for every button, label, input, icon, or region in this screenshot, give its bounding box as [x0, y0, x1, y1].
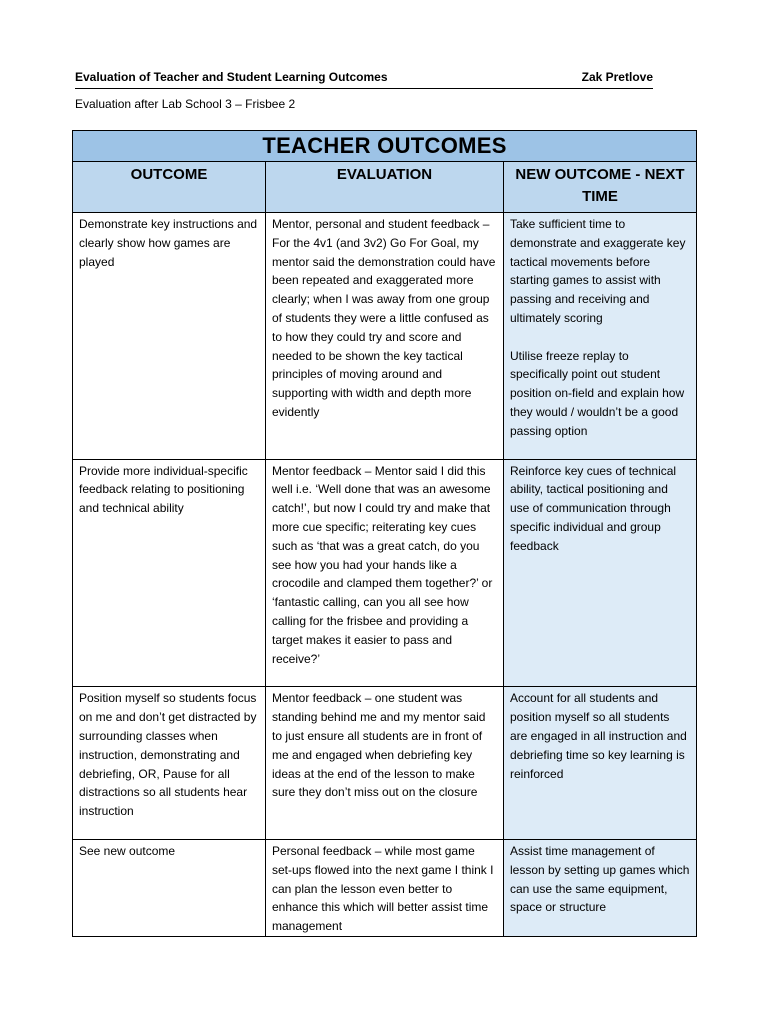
column-header-evaluation: EVALUATION — [266, 162, 504, 213]
evaluation-cell — [266, 213, 504, 460]
document-author: Zak Pretlove — [581, 70, 653, 84]
evaluation-text: Mentor feedback – Mentor said I did this well i.e. ‘Well done that was an awesome catch!’, but now I could try and make that more cue specific; reiterating key cues such as ‘that was a great catch, do you see how you had your hands like a crocodile and clamped them together?’ or ‘fantastic calling, can you all see how calling for the frisbee and providing a target makes it easier to pass and receive?’ — [272, 463, 493, 666]
evaluation-text: Mentor, personal and student feedback – For the 4v1 (and 3v2) Go For Goal, my mentor said the demonstration could have been repeated and exaggerated more clearly; when I was away from one group of students they were a little confused as to how they could try and score and needed to be shown the key tactical principles of moving around and supporting with width and depth more evidently — [272, 217, 496, 419]
new-outcome-text: Assist time management of lesson by setting up games which can use the same equipment, space or structure — [510, 843, 690, 915]
document-header — [75, 70, 653, 89]
outcome-text: Position myself so students focus on me and don’t get distracted by surrounding classes when instruction, demonstrating and debriefing, OR, Pause for all distractions so all students hear instruction — [79, 691, 257, 819]
evaluation-text: Personal feedback – while most game set-ups flowed into the next game I think I can plan the lesson even better to enhance this which will better assist time management — [272, 843, 494, 934]
new-outcome-cell — [504, 839, 697, 936]
new-outcome-text: Reinforce key cues of technical ability, tactical positioning and use of communication through specific individual and group feedback — [510, 463, 677, 553]
new-outcome-text: Account for all students and position myself so all students are engaged in all instruction and debriefing time so key learning is reinforced — [510, 691, 687, 781]
evaluation-cell — [266, 839, 504, 936]
new-outcome-cell — [504, 687, 697, 840]
column-header-new-outcome: NEW OUTCOME - NEXT TIME — [504, 162, 697, 213]
column-header-outcome: OUTCOME — [73, 162, 266, 213]
new-outcome-cell — [504, 459, 697, 687]
outcome-text: See new outcome — [79, 843, 176, 858]
outcome-text: Demonstrate key instructions and clearly show how games are played — [79, 217, 258, 269]
document-title: Evaluation of Teacher and Student Learning Outcomes — [75, 70, 388, 84]
outcome-cell — [73, 459, 266, 687]
table-row — [73, 839, 697, 936]
new-outcome-text: Take sufficient time to demonstrate and exaggerate key tactical movements before starting games to assist with passing and receiving and ultimately scoring — [510, 217, 686, 325]
document-subtitle: Evaluation after Lab School 3 – Frisbee 2 — [75, 97, 296, 111]
outcome-cell — [73, 687, 266, 840]
table-row — [73, 213, 697, 460]
evaluation-text: Mentor feedback – one student was standing behind me and my mentor said to just ensure all students are in front of me and engaged when debriefing key ideas at the end of the lesson to make sure they don’t miss out on the closure — [272, 691, 486, 800]
table-row — [73, 459, 697, 687]
new-outcome-text: Utilise freeze replay to specifically point out student position on-field and explain how they would / wouldn’t be a good passing option — [510, 348, 685, 438]
evaluation-cell — [266, 687, 504, 840]
table-banner: TEACHER OUTCOMES — [73, 131, 697, 162]
teacher-outcomes-table — [72, 130, 697, 937]
outcome-cell — [73, 839, 266, 936]
table-row — [73, 687, 697, 840]
outcome-cell — [73, 213, 266, 460]
evaluation-cell — [266, 459, 504, 687]
outcome-text: Provide more individual-specific feedback relating to positioning and technical ability — [79, 463, 248, 516]
new-outcome-cell — [504, 213, 697, 460]
